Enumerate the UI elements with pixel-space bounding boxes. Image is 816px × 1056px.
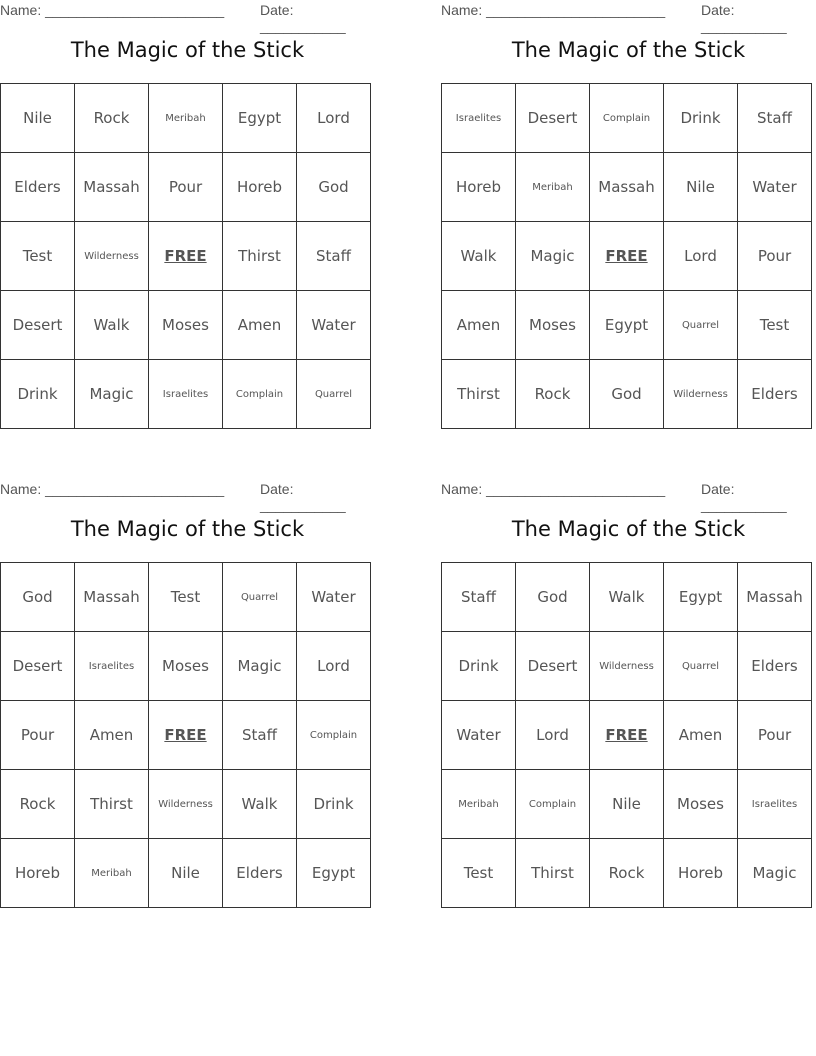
bingo-cell: Desert [516, 632, 590, 701]
bingo-cell: Test [149, 563, 223, 632]
card-title: The Magic of the Stick [70, 517, 305, 541]
bingo-cell: Meribah [442, 770, 516, 839]
grid-row [442, 222, 812, 291]
date-line: Date: ___________ [260, 2, 346, 34]
bingo-cell: Horeb [223, 153, 297, 222]
bingo-cell: Test [1, 222, 75, 291]
bingo-cell: Nile [1, 84, 75, 153]
bingo-grid [441, 562, 812, 908]
name-line: Name: _______________________ [0, 2, 225, 18]
bingo-cell: Complain [590, 84, 664, 153]
bingo-cell: Horeb [1, 839, 75, 908]
bingo-cell: Lord [297, 632, 371, 701]
bingo-cell: Horeb [442, 153, 516, 222]
bingo-cell: Massah [75, 563, 149, 632]
grid-row [1, 84, 371, 153]
date-line: Date: ___________ [701, 481, 787, 513]
grid-row [442, 632, 812, 701]
grid-row [442, 839, 812, 908]
bingo-cell: Nile [590, 770, 664, 839]
bingo-cell: Elders [1, 153, 75, 222]
card-header [441, 481, 816, 513]
grid-row [1, 291, 371, 360]
bingo-cell: Nile [664, 153, 738, 222]
grid-row [442, 701, 812, 770]
date-line: Date: ___________ [701, 2, 787, 34]
card-title: The Magic of the Stick [70, 38, 305, 62]
bingo-cell: Egypt [664, 563, 738, 632]
bingo-cell: Pour [738, 701, 812, 770]
free-space: FREE [149, 701, 223, 770]
bingo-grid [441, 83, 812, 429]
bingo-cell: Amen [442, 291, 516, 360]
card-header [441, 2, 816, 34]
bingo-cell: Pour [738, 222, 812, 291]
grid-row [1, 701, 371, 770]
bingo-cell: Moses [664, 770, 738, 839]
bingo-card-2 [441, 0, 816, 440]
bingo-cell: Desert [1, 291, 75, 360]
bingo-cell: Walk [75, 291, 149, 360]
bingo-cell: Amen [75, 701, 149, 770]
bingo-cell: Pour [1, 701, 75, 770]
bingo-cell: Walk [223, 770, 297, 839]
bingo-cell: Quarrel [664, 632, 738, 701]
name-line: Name: _______________________ [441, 481, 666, 497]
date-line: Date: ___________ [260, 481, 346, 513]
grid-row [442, 153, 812, 222]
grid-row [442, 770, 812, 839]
bingo-cell: Israelites [149, 360, 223, 429]
bingo-cell: Moses [149, 632, 223, 701]
card-title: The Magic of the Stick [511, 517, 746, 541]
bingo-card-4 [441, 479, 816, 919]
bingo-cell: Elders [223, 839, 297, 908]
bingo-grid [0, 562, 371, 908]
bingo-cell: Rock [75, 84, 149, 153]
grid-row [1, 563, 371, 632]
bingo-cell: Test [738, 291, 812, 360]
bingo-cell: Moses [516, 291, 590, 360]
bingo-cell: Wilderness [75, 222, 149, 291]
free-space: FREE [149, 222, 223, 291]
bingo-cell: Elders [738, 632, 812, 701]
bingo-cell: Water [297, 563, 371, 632]
bingo-cell: Thirst [75, 770, 149, 839]
bingo-cell: Water [297, 291, 371, 360]
bingo-cell: Desert [1, 632, 75, 701]
bingo-cell: Magic [223, 632, 297, 701]
bingo-cell: Nile [149, 839, 223, 908]
bingo-cell: Wilderness [149, 770, 223, 839]
name-line: Name: _______________________ [0, 481, 225, 497]
bingo-cell: Elders [738, 360, 812, 429]
bingo-cell: Israelites [75, 632, 149, 701]
grid-row [442, 563, 812, 632]
grid-row [1, 632, 371, 701]
bingo-cell: Quarrel [297, 360, 371, 429]
bingo-cell: Desert [516, 84, 590, 153]
bingo-cell: Test [442, 839, 516, 908]
bingo-cell: Meribah [75, 839, 149, 908]
grid-row [1, 153, 371, 222]
card-title: The Magic of the Stick [511, 38, 746, 62]
bingo-cell: Complain [223, 360, 297, 429]
bingo-cell: Staff [223, 701, 297, 770]
bingo-cell: Moses [149, 291, 223, 360]
bingo-cell: Amen [664, 701, 738, 770]
bingo-cell: Complain [297, 701, 371, 770]
bingo-cell: Water [442, 701, 516, 770]
bingo-cell: Egypt [297, 839, 371, 908]
bingo-cell: Rock [590, 839, 664, 908]
bingo-cell: Thirst [442, 360, 516, 429]
bingo-cell: Drink [297, 770, 371, 839]
bingo-card-3 [0, 479, 375, 919]
bingo-cell: Rock [516, 360, 590, 429]
bingo-cell: Complain [516, 770, 590, 839]
grid-row [1, 222, 371, 291]
bingo-card-1 [0, 0, 375, 440]
bingo-cell: Thirst [516, 839, 590, 908]
bingo-cell: Quarrel [664, 291, 738, 360]
bingo-cell: Walk [442, 222, 516, 291]
grid-row [442, 360, 812, 429]
bingo-cell: Lord [297, 84, 371, 153]
bingo-cell: Lord [664, 222, 738, 291]
bingo-cell: Egypt [223, 84, 297, 153]
bingo-cell: Amen [223, 291, 297, 360]
bingo-cell: Israelites [442, 84, 516, 153]
grid-row [1, 770, 371, 839]
free-space: FREE [590, 701, 664, 770]
bingo-cell: Staff [297, 222, 371, 291]
bingo-cell: Massah [75, 153, 149, 222]
grid-row [442, 84, 812, 153]
bingo-cell: Drink [442, 632, 516, 701]
bingo-cell: God [516, 563, 590, 632]
card-header [0, 2, 375, 34]
bingo-cell: Lord [516, 701, 590, 770]
bingo-cell: Pour [149, 153, 223, 222]
bingo-cell: Wilderness [664, 360, 738, 429]
bingo-cell: Staff [442, 563, 516, 632]
bingo-cell: Magic [75, 360, 149, 429]
free-space: FREE [590, 222, 664, 291]
bingo-cell: Rock [1, 770, 75, 839]
bingo-cell: Israelites [738, 770, 812, 839]
grid-row [1, 839, 371, 908]
bingo-cell: Drink [664, 84, 738, 153]
bingo-cell: Water [738, 153, 812, 222]
bingo-cell: Thirst [223, 222, 297, 291]
bingo-cell: Meribah [516, 153, 590, 222]
grid-row [1, 360, 371, 429]
bingo-cell: Drink [1, 360, 75, 429]
card-header [0, 481, 375, 513]
bingo-cell: Horeb [664, 839, 738, 908]
name-line: Name: _______________________ [441, 2, 666, 18]
bingo-cell: God [590, 360, 664, 429]
bingo-cell: Staff [738, 84, 812, 153]
bingo-cell: Quarrel [223, 563, 297, 632]
bingo-cell: Magic [738, 839, 812, 908]
bingo-cell: Egypt [590, 291, 664, 360]
bingo-cell: Magic [516, 222, 590, 291]
bingo-cell: Massah [738, 563, 812, 632]
bingo-cell: Meribah [149, 84, 223, 153]
bingo-cell: God [297, 153, 371, 222]
bingo-cell: Wilderness [590, 632, 664, 701]
grid-row [442, 291, 812, 360]
bingo-cell: Walk [590, 563, 664, 632]
bingo-cell: Massah [590, 153, 664, 222]
bingo-cell: God [1, 563, 75, 632]
bingo-grid [0, 83, 371, 429]
